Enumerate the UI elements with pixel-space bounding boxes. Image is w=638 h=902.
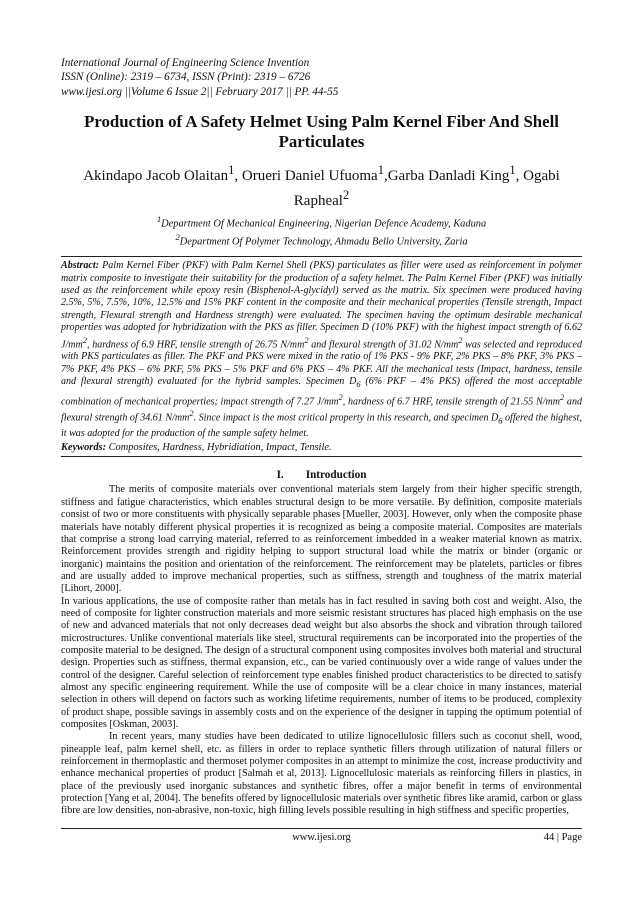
superscript: 2 <box>458 335 463 345</box>
abstract-text: was selected and reproduced with PKS particulates as filler. The PKF and PKS were mixed in the ratio of 1% PKS - 9% PKF, 2% PKS – 8% PKF, 3% PKS – 7% PKF, 4% PKS – 6% PKF, 5% PKS – 5% PKF and 6% PKS – 4% PKF. All the mechanical tests (Impact, hardness, tensile and flexural strength) evaluated for the hybrid samples. Specimen D <box>61 338 582 388</box>
section-title: Introduction <box>305 469 367 482</box>
subscript: 6 <box>356 380 361 390</box>
author-affil-marker: 2 <box>342 188 350 203</box>
keywords <box>61 441 582 454</box>
page-footer <box>61 828 582 843</box>
abstract-text: Palm Kernel Fiber (PKF) with Palm Kernel Shell (PKS) particulates as filler were used as reinforcement in polymer matrix composite to investigate their suitability for the production of a safety helmet. The Palm Kernel Fiber (PKF) was initially used as the reinforcement while epoxy resin (Bisphenol-A-glycidyl) served as the matrix. Six specimen were produced having 2.5%, 5%, 7.5%, 10%, 12.5% and 15% PKF content in the composite and their mechanical properties (Tensile strength, Impact strength, Flexural strength and Hardness strength) were evaluated. The specimen having the optimum desirable mechanical properties was adopted for hybridization with the PKS as filler. Specimen D (10% PKF) with the highest impact strength of 6.62 J/mm <box>61 260 582 350</box>
affiliation <box>61 231 582 248</box>
paper-title: Production of A Safety Helmet Using Palm Kernel Fiber And Shell Particulates <box>84 112 559 152</box>
abstract-top-rule <box>61 256 582 257</box>
journal-volume: www.ijesi.org ||Volume 6 Issue 2|| February 2017 || PP. 44-55 <box>61 85 339 98</box>
author-affil-marker: 1 <box>509 163 516 178</box>
keywords-text: Composites, Hardness, Hybridiation, Impact, Tensile. <box>106 442 332 454</box>
affiliation-text: Department Of Mechanical Engineering, Nigerian Defence Academy, Kaduna <box>161 218 487 230</box>
journal-header <box>61 0 582 99</box>
abstract-label: Abstract: <box>61 260 99 272</box>
abstract-text: , hardness of 6.7 HRF, tensile strength of 21.55 N/mm <box>342 395 560 407</box>
page-number: 44 | Page <box>543 832 582 843</box>
subscript: 6 <box>498 416 503 426</box>
author-list <box>61 161 582 211</box>
body-paragraph: In various applications, the use of composite rather than metals has in fact resulted in saving both cost and weight. Also, the need of composite for lighter construction materials and more seismic resistant structures has placed high emphasis on the use of new and advanced materials that not only decreases dead weight but also absorbs the shock and vibration through tailored microstructures. Unlike conventional materials like steel, structural requirements can be incorporated into the properties of the composite material to be designed. The design of a structural component using composites involves both material and structural design. Properties such as stiffness, thermal expansion, etc., can be varied continuously over a wide range of values under the control of the designer. Careful selection of reinforcement type enables finished product characteristics to be directed to satisfy almost any specific engineering requirement. While the use of composite will be a clear choice in many instances, material selection in others will depend on factors such as working lifetime requirements, number of items to be produced, complexity of product shape, possible savings in assembly costs and on the experience of the designer in tapping the optimum potential of composites [Oskman, 2003]. <box>61 595 582 730</box>
section-heading <box>61 468 582 482</box>
abstract <box>61 260 582 440</box>
author-name: ,Garba Danladi King <box>383 168 510 185</box>
affiliation-marker: 2 <box>175 231 180 242</box>
author-name: , Ogabi Rapheal <box>293 168 560 210</box>
affiliation-marker: 1 <box>156 214 162 225</box>
abstract-text: offered the highest, it was adopted for the production of the sample safety helmet. <box>61 412 582 440</box>
abstract-text: and flexural strength of 31.02 N/mm <box>308 338 459 350</box>
footer-url[interactable]: www.ijesi.org <box>292 832 351 843</box>
affiliations <box>61 213 582 248</box>
superscript: 2 <box>82 335 87 345</box>
abstract-text: and flexural strength of 34.61 N/mm <box>61 395 582 424</box>
keywords-bottom-rule <box>61 456 582 457</box>
section-body <box>61 484 582 817</box>
superscript: 2 <box>304 335 309 345</box>
keywords-label: Keywords: <box>61 442 107 454</box>
abstract-text: . Since impact is the most critical property in this research, and specimen D <box>193 412 499 424</box>
body-paragraph: The merits of composite materials over conventional materials stem largely from their higher specific strength, stiffness and fatigue characteristics, which enables structural design to be more versatile. By definition, composite materials consist of two or more constituents with physically separable phases [Mueller, 2003]. However, only when the composite phase materials have notably different physical properties it is recognized as being a composite material. Composites are materials that comprise a strong load carrying material, referred to as reinforcement imbedded in a weaker material known as matrix. Reinforcement provides strength and rigidity helping to support structural load while the matrix or binder (organic or inorganic) maintains the position and orientation of the reinforcement. The reinforcement may be platelets, particles or fibres and are usually added to improve mechanical properties, such as stiffness, strength and toughness of the matrix material [Lihort, 2000]. <box>61 484 582 595</box>
author-name: , Orueri Daniel Ufuoma <box>234 168 378 185</box>
journal-name: International Journal of Engineering Science Invention <box>61 57 310 69</box>
affiliation-text: Department Of Polymer Technology, Ahmadu Bello University, Zaria <box>179 236 468 248</box>
affiliation <box>61 213 582 230</box>
journal-issn: ISSN (Online): 2319 – 6734, ISSN (Print): 2319 – 6726 <box>61 71 311 84</box>
superscript: 2 <box>560 392 565 402</box>
abstract-text: , hardness of 6.9 HRF, tensile strength of 26.75 N/mm <box>86 338 305 350</box>
abstract-text: (6% PKF – 4% PKS) offered the most acceptable combination of mechanical properties; impact strength of 7.27 J/mm <box>61 376 583 407</box>
author-name: Akindapo Jacob Olaitan <box>83 168 229 185</box>
superscript: 2 <box>189 409 194 419</box>
body-paragraph: In recent years, many studies have been dedicated to utilize lignocellulosic fillers such as coconut shell, wood, pineapple leaf, palm kernel shell, etc. as fillers in order to replace synthetic fillers through utilization of natural fillers or reinforcement in thermoplastic and thermoset polymer composites in an attempt to minimize the cost, increase productivity and enhance mechanical properties of product [Salmah et al, 2013]. Lignocellulosic materials as reinforcing fillers in plastics, in place of the previously used inorganic substances and synthetic fibres, offer a major benefit in terms of environmental protection [Yang et al, 2004]. The benefits offered by lignocellulosic materials over synthetic fibres like aramid, carbon or glass fibre are low densities, non-abrasive, non-toxic, high filling levels possible resulting in high stiffness and specific properties, <box>61 731 582 817</box>
author-affil-marker: 1 <box>377 163 384 178</box>
author-affil-marker: 1 <box>228 163 235 178</box>
superscript: 2 <box>338 392 343 402</box>
section-number: I. <box>276 469 284 482</box>
